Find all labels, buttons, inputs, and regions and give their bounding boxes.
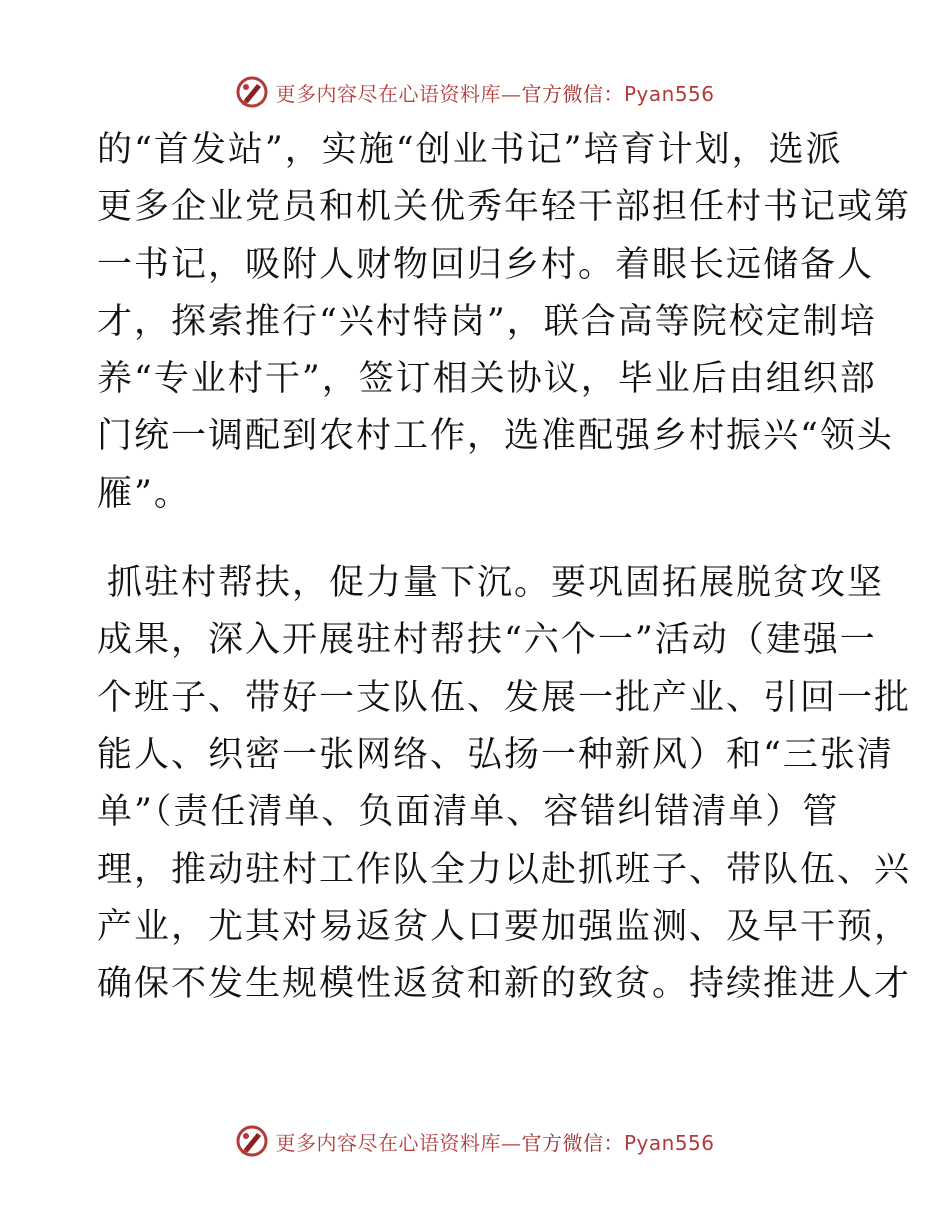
text-line: 个班子、带好一支队伍、发展一批产业、引回一批 [97, 677, 912, 718]
banner-text [275, 1127, 714, 1156]
text-line: 更多企业党员和机关优秀年轻干部担任村书记或第 [97, 187, 912, 228]
text-line: 的“首发站”，实施“创业书记”培育计划，选派 [97, 130, 843, 170]
text-line: 理，推动驻村工作队全力以赴抓班子、带队伍、兴 [97, 849, 912, 890]
text-line: 才，探索推行“兴村特岗”，联合高等院校定制培 [97, 301, 877, 342]
banner-text [275, 78, 714, 107]
paragraph-spacer [97, 523, 857, 555]
paragraph-1 [97, 122, 912, 523]
text-line: 成果，深入开展驻村帮扶“六个一”活动（建强一 [97, 620, 877, 661]
site-name: 更多内容尽在心语资料库 [275, 1130, 501, 1155]
banner-separator: — [500, 81, 522, 106]
banner-separator: — [500, 1130, 522, 1155]
site-name: 更多内容尽在心语资料库 [275, 81, 501, 106]
text-line: 养“专业村干”，签订相关协议，毕业后由组织部 [97, 359, 877, 400]
text-line: 雁”。 [97, 473, 191, 514]
wechat-id: Pyan556 [623, 81, 715, 106]
wechat-label: 官方微信： [521, 81, 624, 106]
pen-logo-icon [235, 1124, 269, 1158]
text-line: 一书记，吸附人财物回归乡村。着眼长远储备人 [97, 244, 875, 285]
footer-banner [0, 1121, 950, 1161]
header-banner [0, 72, 950, 112]
text-line: 能人、织密一张网络、弘扬一种新风）和“三张清 [97, 734, 894, 775]
wechat-label: 官方微信： [521, 1130, 624, 1155]
paragraph-2 [97, 555, 912, 1013]
wechat-id: Pyan556 [623, 1130, 715, 1155]
pen-logo-icon [235, 75, 269, 109]
text-line: 抓驻村帮扶，促力量下沉。要巩固拓展脱贫攻坚 [107, 563, 885, 604]
document-body [97, 122, 912, 1013]
text-line: 门统一调配到农村工作，选准配强乡村振兴“领头 [97, 416, 894, 457]
text-line: 确保不发生规模性返贫和新的致贫。持续推进人才 [97, 964, 912, 1005]
text-line: 单”（责任清单、负面清单、容错纠错清单）管 [97, 792, 840, 833]
text-line: 产业，尤其对易返贫人口要加强监测、及早干预， [97, 906, 912, 947]
